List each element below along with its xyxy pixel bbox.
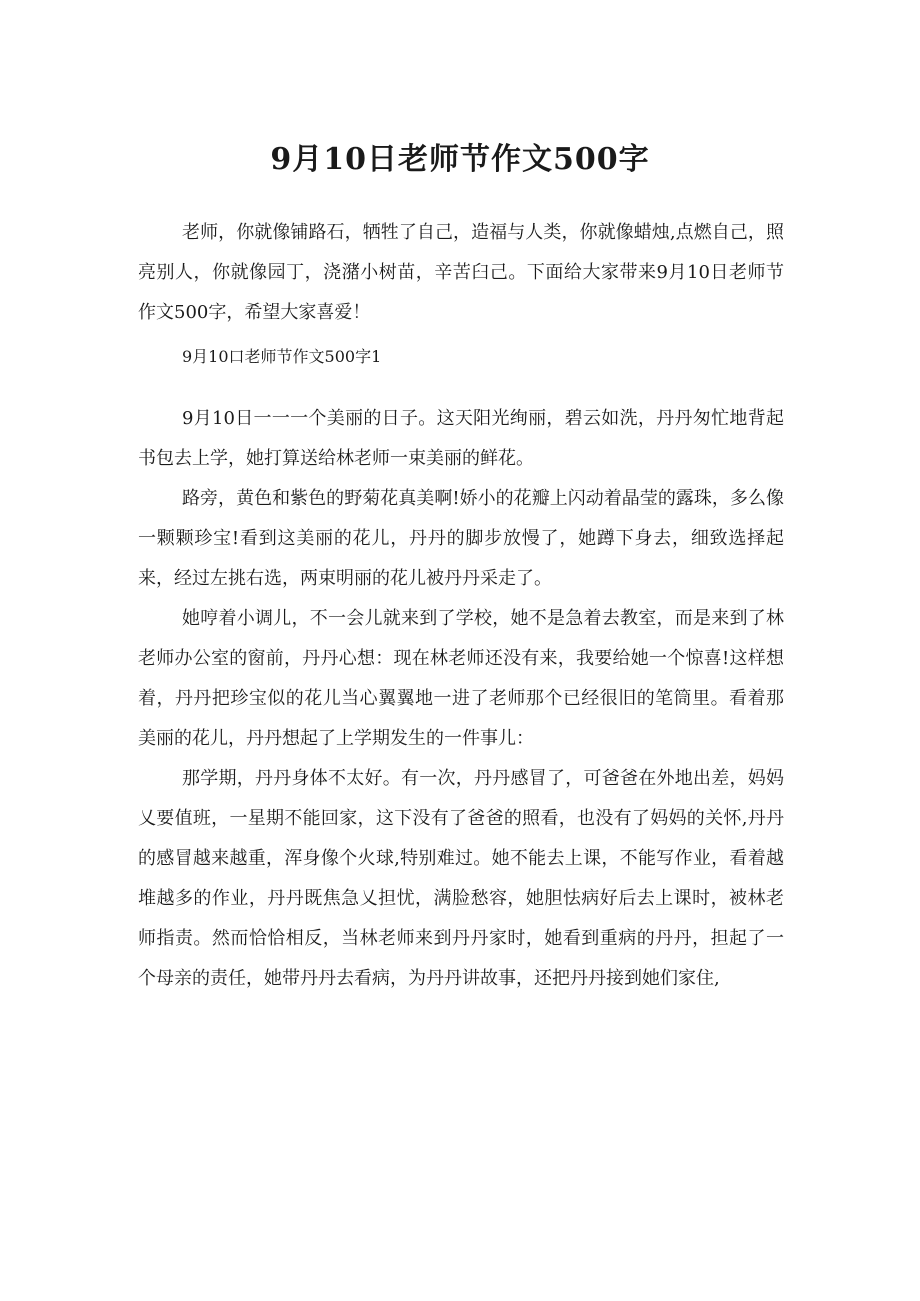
intro-paragraph: 老师，你就像铺路石，牺牲了自己，造福与人类，你就像蜡烛,点燃自己，照亮别人，你就像园丁，浇潴小树苗，辛苦臼己。下面给大家带来9月10日老师节作文500字，希望大家喜爱！ bbox=[138, 222, 784, 323]
body-paragraph: 9月10日一一一个美丽的日子。这天阳光绚丽，碧云如洗，丹丹匆忙地背起书包去上学，她打算送给林老师一束美丽的鲜花。 bbox=[138, 408, 784, 469]
body-paragraph: 她哼着小调儿，不一会儿就来到了学校，她不是急着去教室，而是来到了林老师办公室的窗前，丹丹心想：现在林老师还没有来，我要给她一个惊喜!这样想着，丹丹把珍宝似的花儿当心翼翼地一进了老师那个已经很旧的笔筒里。看着那美丽的花儿，丹丹想起了上学期发生的一件事儿： bbox=[138, 608, 784, 749]
document-body bbox=[138, 213, 784, 999]
body-paragraph: 路旁，黄色和紫色的野菊花真美啊!娇小的花瓣上闪动着晶莹的露珠，多么像一颗颗珍宝!看到这美丽的花儿，丹丹的脚步放慢了，她蹲下身去，细致选择起来，经过左挑右选，两束明丽的花儿被丹丹采走了。 bbox=[138, 488, 784, 589]
document-title: 9月10日老师节作文500字 bbox=[270, 142, 650, 177]
section-gap bbox=[138, 377, 784, 399]
body-paragraph: 那学期，丹丹身体不太好。有一次，丹丹感冒了，可爸爸在外地出差，妈妈乂要值班，一星期不能回家，这下没有了爸爸的照看，也没有了妈妈的关怀,丹丹的感冒越来越重，浑身像个火球,特别难过。她不能去上课，不能写作业，看着越堆越多的作业，丹丹既焦急乂担忧，满脸愁容，她胆怯病好后去上课时，被林老师指责。然而恰恰相反，当林老师来到丹丹家时，她看到重病的丹丹，担起了一个母亲的责任，她带丹丹去看病，为丹丹讲故事，还把丹丹接到她们家住, bbox=[138, 768, 784, 989]
section-subheading: 9月10口老师节作文500字1 bbox=[182, 347, 382, 366]
